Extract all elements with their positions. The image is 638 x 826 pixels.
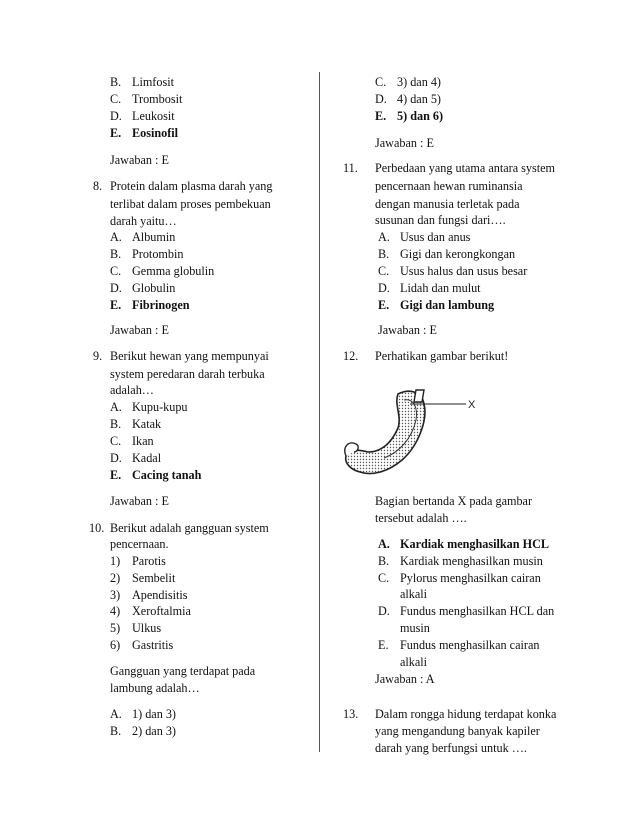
q8-text-line: darah yaitu… — [110, 214, 177, 228]
stomach-figure — [338, 386, 474, 486]
option-text: 1) dan 3) — [132, 707, 176, 721]
q12-number: 12. — [343, 349, 359, 363]
q11-option-d — [378, 280, 481, 296]
option-letter: E. — [375, 109, 387, 123]
item-number: 3) — [110, 588, 121, 602]
q12-option-d-cont: musin — [400, 621, 430, 635]
option-text: Limfosit — [132, 75, 174, 89]
q13-text-line: Dalam rongga hidung terdapat konka — [375, 707, 557, 721]
q7-answer: Jawaban : E — [110, 153, 169, 167]
option-text: 4) dan 5) — [397, 92, 441, 106]
item-number: 4) — [110, 604, 121, 618]
item-text: Ulkus — [132, 621, 162, 635]
option-letter: A. — [378, 230, 390, 244]
option-letter: E. — [110, 126, 122, 140]
option-letter: D. — [110, 109, 122, 123]
option-text: Kupu-kupu — [132, 400, 188, 414]
item-text: Parotis — [132, 554, 166, 568]
q10-text-line: Berikut adalah gangguan system — [110, 521, 269, 535]
q9-option-c — [110, 433, 154, 449]
item-text: Apendisitis — [132, 588, 188, 602]
q8-answer: Jawaban : E — [110, 323, 169, 337]
option-letter: D. — [375, 92, 387, 106]
option-text: Lidah dan mulut — [400, 281, 481, 295]
column-divider — [319, 72, 320, 752]
q8-option-b — [110, 246, 183, 262]
item-number: 2) — [110, 571, 121, 585]
option-letter: B. — [110, 75, 122, 89]
option-letter: A. — [110, 230, 122, 244]
q9-option-e-correct — [110, 467, 201, 483]
q8-text-line: terlibat dalam proses pembekuan — [110, 197, 271, 211]
q12-option-e — [378, 637, 539, 653]
option-text: Kadal — [132, 451, 162, 465]
option-text: Usus halus dan usus besar — [400, 264, 528, 278]
option-letter: A. — [378, 537, 390, 551]
q13-number: 13. — [343, 707, 359, 721]
q10-item-6 — [110, 637, 173, 653]
q9-text-line: Berikut hewan yang mempunyai — [110, 349, 269, 363]
q9-option-b — [110, 416, 161, 432]
q12-option-c-cont: alkali — [400, 587, 428, 601]
option-text: Protombin — [132, 247, 184, 261]
option-text: Fundus menghasilkan HCL dan — [400, 604, 555, 618]
option-letter: D. — [110, 451, 122, 465]
item-number: 5) — [110, 621, 121, 635]
option-text: Ikan — [132, 434, 154, 448]
q12-option-a-correct — [378, 536, 549, 552]
q8-option-d — [110, 280, 175, 296]
option-text: Fundus menghasilkan cairan — [400, 638, 540, 652]
q10-prompt-line: Gangguan yang terdapat pada — [110, 664, 256, 678]
q10-text-line: pencernaan. — [110, 537, 169, 551]
q10-item-1 — [110, 553, 166, 569]
option-text: 3) dan 4) — [397, 75, 441, 89]
q9-text-line: system peredaran darah terbuka — [110, 367, 265, 381]
option-letter: E. — [110, 468, 122, 482]
option-letter: C. — [110, 434, 122, 448]
q10-option-a — [110, 706, 176, 722]
option-text: Trombosit — [132, 92, 183, 106]
option-letter: E. — [378, 638, 389, 652]
esophagus — [414, 390, 424, 402]
option-text: Globulin — [132, 281, 176, 295]
q13-text-line: darah yang berfungsi untuk …. — [375, 741, 527, 755]
option-text: Albumin — [132, 230, 176, 244]
option-letter: D. — [378, 281, 390, 295]
option-text: Gigi dan lambung — [400, 298, 495, 312]
item-text: Xeroftalmia — [132, 604, 191, 618]
q11-text-line: dengan manusia terletak pada — [375, 197, 520, 211]
q12-prompt-line: Bagian bertanda X pada gambar — [375, 494, 533, 508]
option-text: Kardiak menghasilkan musin — [400, 554, 543, 568]
q11-text-line: susunan dan fungsi dari…. — [375, 213, 506, 227]
q7-option-b — [110, 74, 174, 90]
q10-option-d — [375, 91, 441, 107]
option-letter: C. — [110, 92, 122, 106]
option-text: 5) dan 6) — [397, 109, 444, 123]
option-letter: C. — [378, 264, 390, 278]
item-text: Sembelit — [132, 571, 176, 585]
q8-option-e-correct — [110, 297, 190, 313]
q11-option-e-correct — [378, 297, 494, 313]
option-letter: B. — [110, 724, 122, 738]
option-text: Eosinofil — [132, 126, 179, 140]
q9-number: 9. — [93, 349, 103, 363]
q8-option-a — [110, 229, 175, 245]
q12-prompt-line: tersebut adalah …. — [375, 511, 467, 525]
option-text: Fibrinogen — [132, 298, 190, 312]
q10-option-b — [110, 723, 176, 739]
option-letter: B. — [110, 417, 122, 431]
option-letter: C. — [375, 75, 387, 89]
q10-option-c — [375, 74, 441, 90]
option-letter: C. — [378, 571, 390, 585]
option-text: Pylorus menghasilkan cairan — [400, 571, 541, 585]
option-letter: D. — [378, 604, 390, 618]
q12-answer: Jawaban : A — [375, 672, 435, 686]
option-letter: B. — [378, 247, 390, 261]
q9-text-line: adalah… — [110, 383, 154, 397]
option-text: Gemma globulin — [132, 264, 215, 278]
option-letter: E. — [378, 298, 390, 312]
q10-answer: Jawaban : E — [375, 136, 434, 150]
q13-text-line: yang mengandung banyak kapiler — [375, 724, 540, 738]
q11-option-b — [378, 246, 515, 262]
q11-number: 11. — [343, 161, 358, 175]
option-text: Leukosit — [132, 109, 175, 123]
q12-option-b — [378, 553, 543, 569]
item-text: Gastritis — [132, 638, 174, 652]
q9-option-a — [110, 399, 188, 415]
option-text: 2) dan 3) — [132, 724, 176, 738]
option-letter: D. — [110, 281, 122, 295]
option-letter: B. — [378, 554, 390, 568]
q7-option-c — [110, 91, 182, 107]
q10-item-3 — [110, 587, 188, 603]
q10-item-5 — [110, 620, 161, 636]
q11-option-a — [378, 229, 470, 245]
option-text: Usus dan anus — [400, 230, 471, 244]
q11-text-line: pencernaan hewan ruminansia — [375, 179, 523, 193]
q7-option-d — [110, 108, 175, 124]
option-text: Katak — [132, 417, 162, 431]
q8-text-line: Protein dalam plasma darah yang — [110, 179, 273, 193]
option-text: Cacing tanah — [132, 468, 202, 482]
q11-answer: Jawaban : E — [378, 323, 437, 337]
q9-option-d — [110, 450, 161, 466]
item-number: 1) — [110, 554, 121, 568]
label-x: X — [468, 399, 476, 411]
q12-option-d — [378, 603, 554, 619]
q8-number: 8. — [93, 179, 103, 193]
q10-prompt-line: lambung adalah… — [110, 681, 200, 695]
q12-option-c — [378, 570, 541, 586]
item-number: 6) — [110, 638, 121, 652]
q11-option-c — [378, 263, 527, 279]
q12-text-line: Perhatikan gambar berikut! — [375, 349, 509, 363]
q8-option-c — [110, 263, 214, 279]
q10-item-4 — [110, 603, 191, 619]
option-letter: B. — [110, 247, 122, 261]
q10-option-e-correct — [375, 108, 443, 124]
q7-option-e-correct — [110, 125, 178, 141]
option-text: Gigi dan kerongkongan — [400, 247, 516, 261]
q11-text-line: Perbedaan yang utama antara system — [375, 161, 556, 175]
q10-number: 10. — [89, 521, 105, 535]
option-text: Kardiak menghasilkan HCL — [400, 537, 549, 551]
q10-item-2 — [110, 570, 175, 586]
option-letter: A. — [110, 707, 122, 721]
option-letter: C. — [110, 264, 122, 278]
option-letter: A. — [110, 400, 122, 414]
q12-option-e-cont: alkali — [400, 655, 428, 669]
option-letter: E. — [110, 298, 122, 312]
q9-answer: Jawaban : E — [110, 494, 169, 508]
